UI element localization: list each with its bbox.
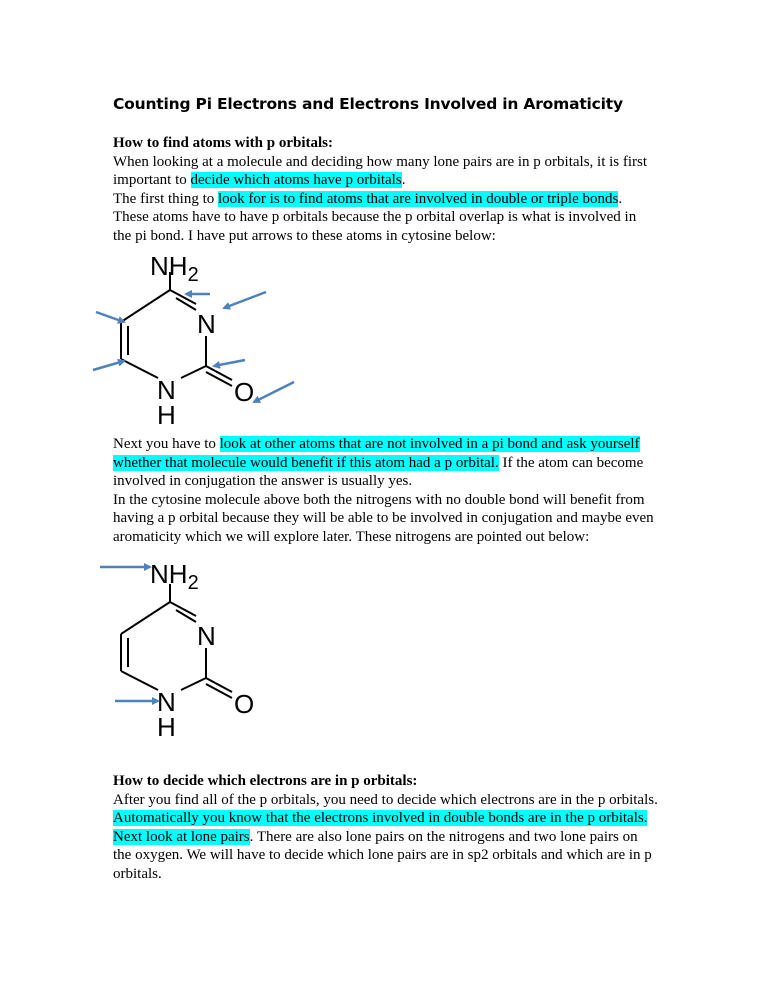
paragraph (113, 153, 658, 190)
highlighted-text: Next look at lone pairs (113, 828, 250, 845)
nh2-label: $NH_2$ (150, 559, 199, 594)
text: . There are also lone pairs on the nitrogens and two lone pairs on the oxygen. We will have to decide which lone pairs are in sp2 orbitals and which are in p orbitals. (113, 828, 652, 882)
oxygen-label: O (234, 689, 255, 719)
section-electrons-in-p-orbitals (113, 772, 658, 884)
arrow-icon (254, 382, 294, 402)
text: . (401, 172, 406, 189)
text: After you find all of the p orbitals, you need to decide which electrons are in the p orbitals. (113, 791, 658, 808)
document-title: Counting Pi Electrons and Electrons Involved in Aromaticity (113, 95, 623, 113)
arrow-icon (214, 360, 245, 366)
oxygen-label: O (234, 377, 255, 407)
arrow-icon (224, 292, 266, 308)
ring-n-label: N (197, 309, 216, 339)
text: The first thing to (113, 190, 218, 207)
paragraph (113, 435, 658, 491)
text: . These atoms have to have p orbitals because the p orbital overlap is what is involved in the pi bond. I have put arrows to these atoms in cytosine below: (113, 190, 637, 244)
text: If the atom can become involved in conjugation the answer is usually yes. (113, 454, 644, 490)
cytosine-figure-pi-atoms (88, 252, 308, 432)
cytosine-figure-nitrogens (88, 552, 308, 742)
section-heading: How to find atoms with p orbitals: (113, 135, 334, 151)
section-heading: How to decide which electrons are in p orbitals: (113, 773, 418, 789)
arrow-icon (93, 361, 124, 370)
highlighted-text: decide which atoms have p orbitals (190, 172, 402, 189)
nh-h-label: H (157, 400, 176, 430)
arrow-icon (96, 312, 124, 322)
text: When looking at a molecule and deciding how many lone pairs are in p orbitals, it is first important to (113, 153, 648, 189)
highlighted-text: Automatically you know that the electrons involved in double bonds are in the p orbitals. (113, 810, 648, 827)
paragraph: In the cytosine molecule above both the nitrogens with no double bond will benefit from having a p orbital because they will be able to be involved in conjugation and maybe even aromaticity which we will explore later. These nitrogens are pointed out below: (113, 491, 654, 545)
paragraph (113, 791, 658, 828)
section-p-orbitals (113, 134, 658, 246)
nh2-label: $NH_2$ (150, 252, 199, 286)
nh-n-label: N (157, 687, 176, 717)
ring-n-label: N (197, 621, 216, 651)
highlighted-text: look at other atoms that are not involved in a pi bond and ask yourself whether that molecule would benefit if this atom had a p orbital. (113, 436, 640, 471)
paragraph (113, 828, 658, 884)
section-non-pi-atoms (113, 435, 658, 547)
nh-n-label: N (157, 375, 176, 405)
text: Next you have to (113, 436, 220, 452)
nh-h-label: H (157, 712, 176, 742)
paragraph (113, 190, 658, 246)
highlighted-text: look for is to find atoms that are involved in double or triple bonds (218, 190, 619, 207)
